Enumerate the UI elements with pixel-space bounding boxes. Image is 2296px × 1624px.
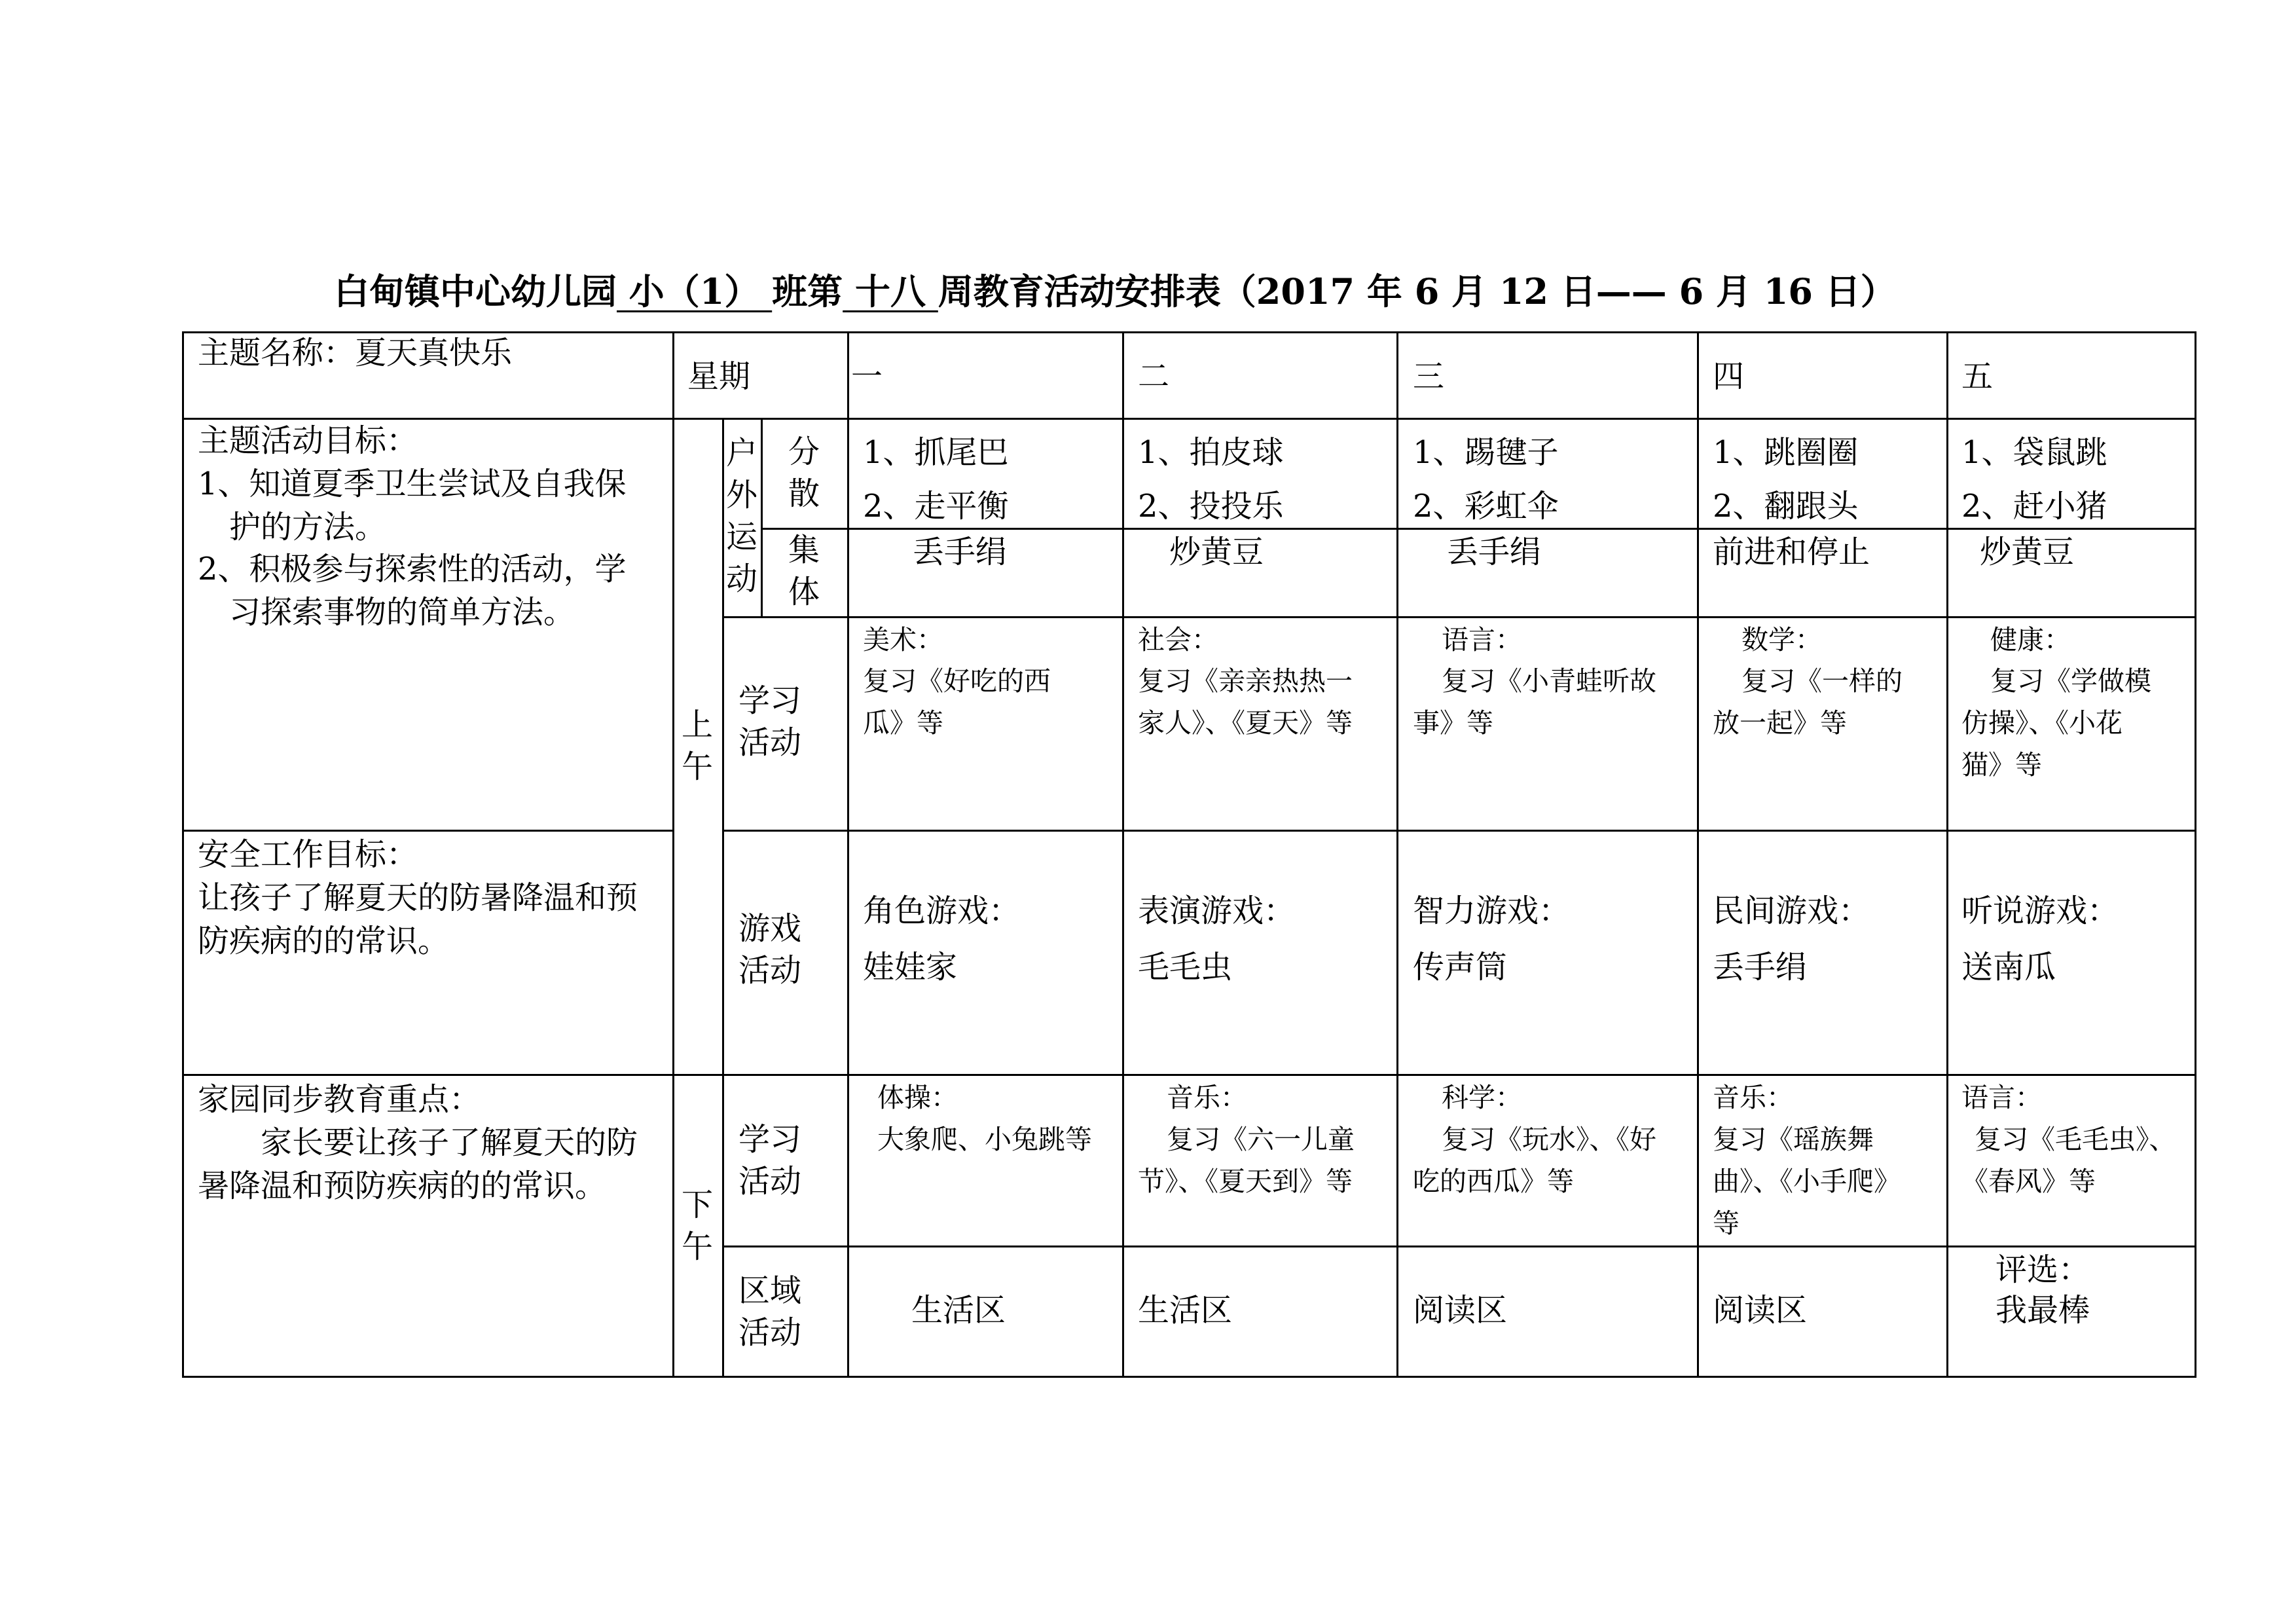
group-cell: 炒黄豆 [1169,534,1264,570]
title-mid: 班第 [772,270,843,312]
game-cell: 毛毛虫 [1138,949,1233,986]
grid-line [182,331,184,1378]
game-cell: 角色游戏： [863,893,1021,929]
pm-study-cell: 复习《毛毛虫》、 [1975,1124,2176,1155]
game-cell: 智力游戏： [1413,893,1571,929]
game-cell: 传声筒 [1413,949,1508,986]
am-study-cell: 复习《小青蛙听故 [1442,665,1656,697]
grid-line [182,1074,2196,1076]
safety-text-cont: 防疾病的的常识。 [198,923,450,959]
grid-line [722,616,2196,618]
area-cell: 阅读区 [1413,1292,1508,1329]
am-study-cell: 复习《好吃的西 [863,665,1051,697]
am-study-cell: 家人》、《夏天》等 [1138,707,1353,739]
game-cell: 表演游戏： [1138,893,1296,929]
area-cell: 我最棒 [1995,1292,2090,1329]
area-cell: 生活区 [911,1292,1006,1329]
day-header-5: 五 [1961,358,1994,395]
grid-line [1396,331,1398,1378]
grid-line [761,528,2196,530]
pm-study-cell: 等 [1713,1208,1740,1239]
pm-study-cell: 科学： [1442,1082,1522,1113]
am-study-cell: 美术： [863,624,943,655]
scatter-cell: 1、踢毽子 [1413,434,1559,471]
grid-line [182,418,2196,420]
am-study-cell: 放一起》等 [1713,707,1847,739]
pm-study-label: 学习活动 [738,1121,801,1200]
pm-study-cell: 节》、《夏天到》等 [1138,1166,1353,1197]
safety-text: 让孩子了解夏天的防暑降温和预 [198,879,638,916]
goal-item-2: 2、积极参与探索性的活动，学 [198,551,627,587]
home-text: 家长要让孩子了解夏天的防 [261,1124,638,1161]
title-prefix: 白甸镇中心幼儿园 [334,270,617,312]
day-header-3: 三 [1413,358,1445,395]
pm-study-cell: 音乐： [1713,1082,1793,1113]
scatter-label: 分散 [788,434,820,512]
home-text-cont: 暑降温和预防疾病的的常识。 [198,1168,607,1204]
pm-study-cell: 曲》、《小手爬》 [1713,1166,1901,1197]
game-cell: 娃娃家 [863,949,958,986]
scatter-cell: 2、赶小猪 [1961,488,2107,525]
game-cell: 听说游戏： [1961,893,2119,929]
weekday-label: 星期 [687,358,751,395]
day-header-4: 四 [1713,358,1745,395]
group-label: 集体 [788,532,820,610]
am-study-cell: 数学： [1741,624,1822,655]
game-label: 游戏活动 [738,910,801,989]
scatter-cell: 2、投投乐 [1138,488,1284,525]
day-header-1: 一 [851,358,883,395]
grid-line [1697,331,1699,1378]
group-cell: 炒黄豆 [1980,534,2075,570]
scatter-cell: 2、彩虹伞 [1413,488,1559,525]
am-study-cell: 事》等 [1413,707,1493,739]
group-cell: 丢手绢 [913,534,1008,570]
home-title: 家园同步教育重点： [198,1081,481,1118]
grid-line [182,830,672,832]
safety-title: 安全工作目标： [198,836,418,873]
am-study-cell: 复习《亲亲热热一 [1138,665,1353,697]
group-cell: 前进和停止 [1713,534,1870,570]
afternoon-label: 下午 [681,1187,713,1265]
area-cell: 阅读区 [1713,1292,1808,1329]
am-study-cell: 瓜》等 [863,707,943,739]
group-cell: 丢手绢 [1447,534,1542,570]
pm-study-cell: 大象爬、小兔跳等 [877,1124,1092,1155]
pm-study-cell: 语言： [1961,1082,2042,1113]
am-study-cell: 语言： [1442,624,1522,655]
page-title [334,265,1896,318]
scatter-cell: 1、拍皮球 [1138,434,1284,471]
am-study-label: 学习活动 [738,682,801,761]
am-study-cell: 社会： [1138,624,1218,655]
am-study-cell: 复习《一样的 [1741,665,1903,697]
game-cell: 丢手绢 [1713,949,1808,986]
grid-line [182,1376,2196,1378]
goal-item-1: 1、知道夏季卫生尝试及自我保 [198,466,627,502]
am-study-cell: 健康： [1990,624,2071,655]
grid-line [1122,331,1124,1378]
goal-item-2-cont: 习探索事物的简单方法。 [229,594,575,631]
grid-line [761,418,763,616]
grid-line [2195,331,2196,1378]
scatter-cell: 1、跳圈圈 [1713,434,1859,471]
am-study-cell: 仿操》、《小花 [1961,707,2123,739]
scatter-cell: 1、袋鼠跳 [1961,434,2107,471]
outdoor-label: 户外运动 [725,435,757,597]
am-study-cell: 复习《学做模 [1990,665,2151,697]
pm-study-cell: 音乐： [1167,1082,1247,1113]
game-cell: 送南瓜 [1961,949,2056,986]
grid-line [1946,331,1948,1378]
pm-study-cell: 吃的西瓜》等 [1413,1166,1574,1197]
grid-line [722,1246,2196,1247]
pm-study-cell: 《春风》等 [1961,1166,2096,1197]
title-suffix: 周教育活动安排表（2017 年 6 月 12 日—— 6 月 16 日） [938,270,1896,312]
pm-study-cell: 体操： [877,1082,958,1113]
grid-line [722,830,2196,832]
grid-line [847,331,849,1378]
game-cell: 民间游戏： [1713,893,1870,929]
goal-title: 主题活动目标： [198,422,418,459]
goal-item-1-cont: 护的方法。 [229,509,387,545]
scatter-cell: 1、抓尾巴 [863,434,1009,471]
day-header-2: 二 [1138,358,1170,395]
grid-line [672,331,674,1378]
pm-study-cell: 复习《玩水》、《好 [1442,1124,1656,1155]
morning-label: 上午 [681,707,713,785]
pm-study-cell: 复习《瑶族舞 [1713,1124,1874,1155]
title-class-name: 小（1） [617,270,773,312]
area-cell: 生活区 [1138,1292,1233,1329]
theme-name: 主题名称：夏天真快乐 [198,335,513,371]
area-cell: 评选： [1995,1251,2090,1288]
area-label: 区域活动 [738,1272,801,1351]
scatter-cell: 2、走平衡 [863,488,1009,525]
title-week: 十八 [843,270,938,312]
scatter-cell: 2、翻跟头 [1713,488,1859,525]
am-study-cell: 猫》等 [1961,749,2042,781]
pm-study-cell: 复习《六一儿童 [1167,1124,1355,1155]
